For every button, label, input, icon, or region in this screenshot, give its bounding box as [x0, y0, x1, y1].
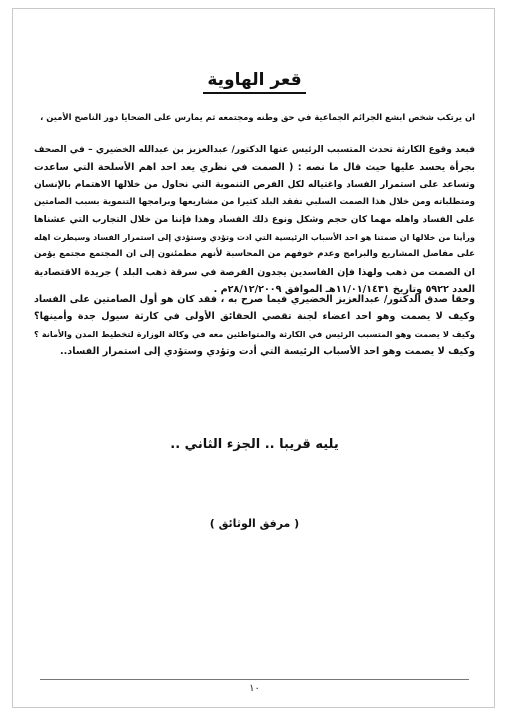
page-title [0, 70, 509, 90]
page-title-text: قعر الهاوية [203, 70, 305, 94]
paragraph-line: وكيف لا يصمت وهو احد اعضاء لجنة تقصي الحقائق الأولى في كارثة سيول جدة وأمينها؟ [34, 311, 475, 323]
paragraph-line: بجرأة يحسد عليها حيث قال ما نصه : ( الصمت في نظري يعد احد اهم الأسلحة التي ساعدت [34, 162, 475, 174]
paragraph-line: فبعد وقوع الكارثة تحدث المتسبب الرئيس عنها الدكتور/ عبدالعزيز بن عبدالله الخضيري – في الصحف [34, 145, 475, 155]
paragraph-quote [34, 142, 475, 299]
paragraph-line: ان يرتكب شخص ابشع الجرائم الجماعية في حق وطنه ومجتمعه ثم يمارس على الضحايا دور الناصح الأمين ، [40, 112, 475, 122]
attachment-label: ( مرفق الوثائق ) [209, 517, 300, 530]
paragraph-intro [34, 109, 475, 126]
paragraph-conclusion [34, 291, 475, 361]
paragraph-line: وكيف لا يصمت وهو احد الأسباب الرئيسة التي أدت وتؤدي وستؤدي إلى استمرار الفساد.. [60, 346, 475, 358]
paragraph-line: على الفساد واهله مهما كان حجم وشكل ونوع ذلك الفساد وهذا فإننا من خلال التجارب التي عشناها [34, 214, 475, 225]
sequel-notice: يليه قريبا .. الجزء الثاني .. [170, 437, 339, 452]
footer-divider [40, 679, 469, 680]
paragraph-line: وكيف لا يصمت وهو المتسبب الرئيس في الكارثة والمتواطئين معه في وكالة الوزارة لتخطيط المدن والأمانة ؟ [34, 328, 475, 339]
paragraph-line: ان الصمت من ذهب ولهذا فإن الفاسدين يجدون الفرصة في سرقة ذهب البلد ) جريدة الاقتصادية [34, 266, 475, 278]
paragraph-line: وحقا صدق الدكتور/ عبدالعزيز الخضيري فيما صرح به ، فقد كان هو أول الصامتين على الفساد [34, 294, 475, 305]
paragraph-line: ورأينا من خلالها ان صمتنا هو احد الأسباب الرئيسية التي ادت وتؤدي وستؤدي إلى استمرار الفساد وسيطرت اهله [34, 233, 475, 243]
paragraph-line: وتساعد على استمرار الفساد واغتياله لكل الفرص التنموية التي نحاول من خلالها الاهتمام بالإنسان [34, 179, 475, 190]
paragraph-line: على مفاصل المشاريع والبرامج وعدم خوفهم من المحاسبة لأنهم مطمئنون إلى ان المجتمع مجتمع يؤمن [34, 249, 475, 260]
paragraph-line: العدد ٥٩٢٢ وتاريخ ١١/٠١/١٤٣١هـ الموافق ٢٨/١٢/٢٠٠٩م . [213, 284, 475, 296]
paragraph-line: ومتطلباته ومن خلال هذا الصمت السلبي تفقد البلد كثيرا من مشاريعها وبرامجها التنموية بسبب الصامتين [34, 197, 475, 208]
page-number: ١٠ [249, 683, 260, 694]
